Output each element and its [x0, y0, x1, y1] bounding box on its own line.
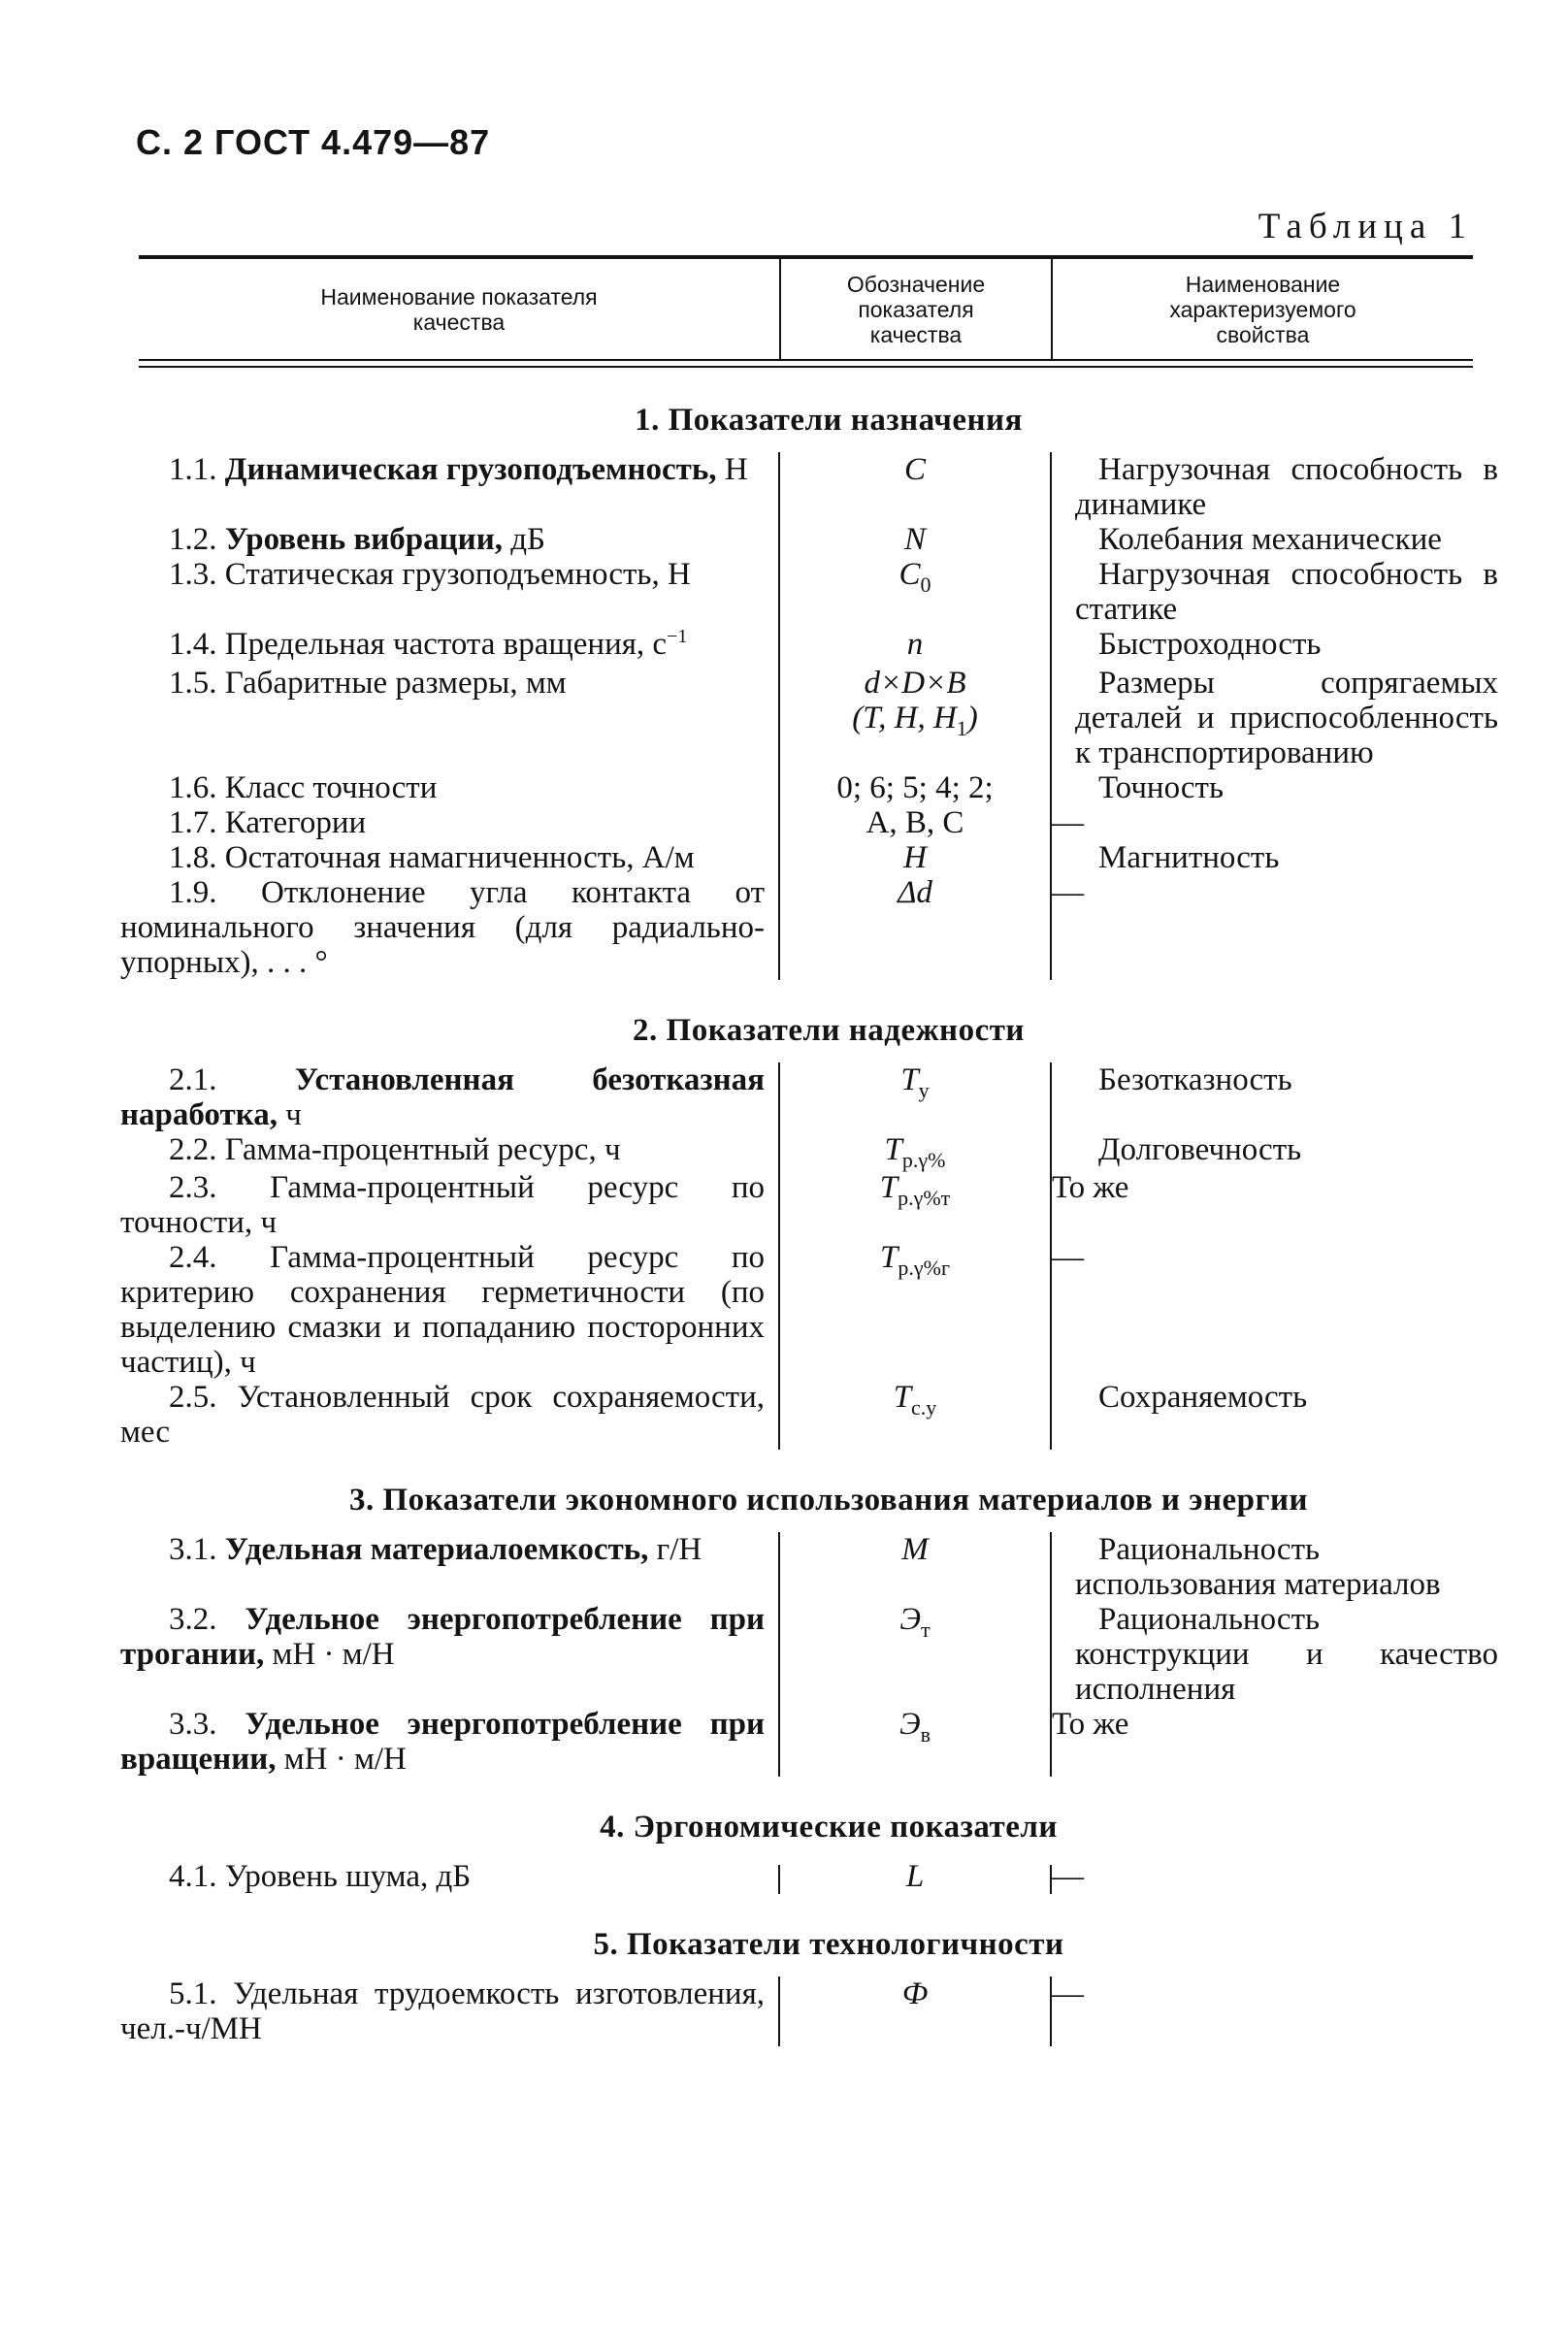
- table-row: [120, 1707, 1498, 1777]
- indicator-symbol: $T_{р.\gamma\%т}$: [778, 1170, 1052, 1240]
- indicator-symbol: H: [778, 840, 1052, 875]
- indicator-symbol: L: [778, 1859, 1052, 1894]
- indicator-name: 2.2. Гамма-процентный ресурс, ч: [169, 1132, 621, 1167]
- indicator-symbol: M: [778, 1532, 1052, 1602]
- indicator-name: 1.7. Категории: [169, 805, 367, 840]
- indicator-symbol: C: [778, 452, 1052, 522]
- property-name: Нагрузочная способность в статике: [1075, 557, 1498, 627]
- table-row: [120, 1170, 1498, 1240]
- table-row: [120, 1240, 1498, 1380]
- indicator-name: 2.3. Гамма-процентный ресурс по точности, ч: [120, 1170, 766, 1240]
- section-rows: [120, 1859, 1498, 1894]
- header-line: характеризуемого: [1169, 296, 1356, 322]
- indicator-name: 3.1. Удельная материалоемкость, г/Н: [169, 1532, 702, 1567]
- header-property-name: [1053, 259, 1473, 359]
- indicator-name: 3.2. Удельное энергопотребление при трогании, мН · м/Н: [120, 1602, 765, 1672]
- section-rows: [120, 1976, 1498, 2046]
- indicator-name: 1.2. Уровень вибрации, дБ: [169, 522, 545, 557]
- table-caption: Таблица 1: [1258, 207, 1473, 246]
- table-row: [120, 875, 1498, 980]
- property-name: —: [1052, 1859, 1084, 1894]
- indicator-name: 1.8. Остаточная намагниченность, А/м: [169, 840, 695, 875]
- property-name: Размеры сопрягаемых деталей и приспособленность к транспортированию: [1075, 666, 1498, 770]
- indicator-name: 2.4. Гамма-процентный ресурс по критерию сохранения герметичности (по выделению смазки и попаданию посторонних частиц), ч: [120, 1240, 766, 1380]
- table-row: [120, 840, 1498, 875]
- indicator-name: 1.4. Предельная частота вращения, $с^{-1}$: [169, 626, 688, 662]
- table-header: [139, 259, 1473, 359]
- property-name: То же: [1052, 1170, 1129, 1205]
- table-row: [120, 1532, 1498, 1602]
- indicator-symbol: $C_0$: [778, 557, 1052, 627]
- indicator-name: 2.5. Установленный срок сохраняемости, мес: [120, 1380, 765, 1450]
- property-name: —: [1052, 1976, 1084, 2011]
- property-name: Безотказность: [1098, 1062, 1292, 1097]
- section-rows: [120, 1532, 1498, 1777]
- indicator-symbol: n: [778, 627, 1052, 666]
- indicator-name: 5.1. Удельная трудоемкость изготовления, чел.-ч/МН: [120, 1976, 765, 2046]
- property-name: Сохраняемость: [1098, 1380, 1308, 1415]
- table-row: [120, 1602, 1498, 1707]
- indicator-symbol: А, В, С: [778, 805, 1052, 840]
- property-name: Магнитность: [1098, 840, 1280, 875]
- indicator-symbol: $Э_в$: [778, 1707, 1052, 1777]
- indicator-name: 1.1. Динамическая грузоподъемность, Н: [169, 452, 748, 487]
- section-title: 4. Эргономические показатели: [600, 1810, 1058, 1845]
- table-row: [120, 805, 1498, 840]
- property-name: —: [1052, 1240, 1084, 1275]
- header-line: качества: [412, 309, 506, 335]
- table-row: [120, 1380, 1498, 1450]
- table-row: [120, 1062, 1498, 1132]
- section-title: 1. Показатели назначения: [635, 403, 1023, 438]
- header-line: показателя: [858, 296, 974, 322]
- table-row: [120, 627, 1498, 666]
- property-name: Рациональность использования материалов: [1075, 1532, 1441, 1602]
- table-body: [120, 403, 1498, 2079]
- indicator-symbol: 0; 6; 5; 4; 2;: [778, 770, 1052, 805]
- section-title: 2. Показатели надежности: [633, 1013, 1025, 1048]
- indicator-name: 3.3. Удельное энергопотребление при вращении, мН · м/Н: [120, 1707, 765, 1777]
- indicator-name: 2.1. Установленная безотказная наработка, ч: [120, 1062, 766, 1132]
- property-name: Точность: [1098, 770, 1225, 805]
- indicator-symbol: $Э_т$: [778, 1602, 1052, 1707]
- property-name: Быстроходность: [1098, 627, 1322, 662]
- indicator-name: 1.5. Габаритные размеры, мм: [169, 666, 567, 701]
- indicator-symbol: Δd: [778, 875, 1052, 980]
- table-row: [120, 522, 1498, 557]
- table-row: [120, 452, 1498, 522]
- section-title: 3. Показатели экономного использования материалов и энергии: [349, 1483, 1308, 1518]
- header-line: качества: [869, 321, 963, 347]
- header-line: Обозначение: [846, 271, 986, 297]
- indicator-name: 1.6. Класс точности: [169, 770, 438, 805]
- property-name: Нагрузочная способность в динамике: [1075, 452, 1498, 522]
- property-name: То же: [1052, 1707, 1129, 1742]
- section-title: 5. Показатели технологичности: [593, 1927, 1064, 1962]
- property-name: Долговечность: [1098, 1132, 1302, 1167]
- header-line: Наименование: [1185, 271, 1341, 297]
- property-name: Рациональность конструкции и качество исполнения: [1075, 1602, 1498, 1707]
- table-row: [120, 666, 1498, 770]
- property-name: —: [1052, 805, 1084, 840]
- header-bottom-rule: [139, 359, 1473, 361]
- indicator-name: 1.3. Статическая грузоподъемность, Н: [169, 557, 691, 592]
- indicator-symbol: Ф: [778, 1976, 1052, 2046]
- table-row: [120, 557, 1498, 627]
- header-line: Наименование показателя: [320, 283, 598, 310]
- section-rows: [120, 452, 1498, 980]
- indicator-symbol: $T_{с.у}$: [778, 1380, 1052, 1450]
- indicator-symbol: N: [778, 522, 1052, 557]
- indicator-name: 4.1. Уровень шума, дБ: [169, 1859, 472, 1894]
- property-name: Колебания механические: [1098, 522, 1442, 557]
- indicator-symbol: $T_{р.\gamma\%г}$: [778, 1240, 1052, 1380]
- header-line: свойства: [1216, 321, 1310, 347]
- property-name: —: [1052, 875, 1084, 910]
- indicator-symbol: d×D×B (T, H, $H_1$): [778, 666, 1052, 770]
- table-row: [120, 1132, 1498, 1170]
- page-header: С. 2 ГОСТ 4.479—87: [136, 122, 491, 162]
- table-row: [120, 770, 1498, 805]
- header-indicator-symbol: [779, 259, 1053, 359]
- indicator-symbol: $T_у$: [778, 1062, 1052, 1132]
- section-rows: [120, 1062, 1498, 1450]
- header-indicator-name: [139, 259, 779, 359]
- indicator-symbol: $T_{р.\gamma\%}$: [778, 1132, 1052, 1170]
- table-row: [120, 1976, 1498, 2046]
- table-row: [120, 1859, 1498, 1894]
- indicator-name: 1.9. Отклонение угла контакта от номинального значения (для радиально-упорных), . . . °: [120, 875, 766, 980]
- header-bottom-rule-double: [139, 366, 1473, 368]
